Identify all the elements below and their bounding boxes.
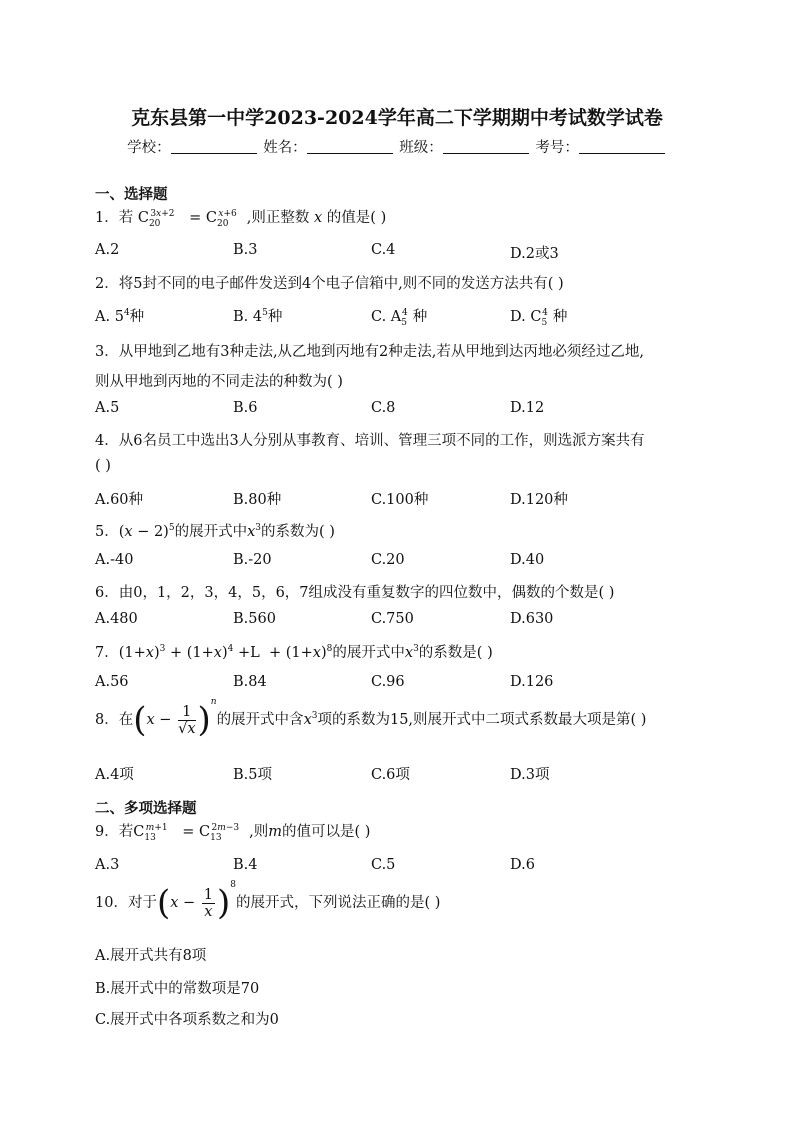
q1-text: ,则正整数 (246, 210, 310, 226)
question-8: 8．在(x − $\frac{1}{√x}$ )$^n$的展开式中含$x^3$项的系数为15,则展开式中二项式系数最大项是第( ) (95, 697, 647, 740)
q4-option-b[interactable]: B.80种 (233, 492, 282, 508)
exam-title: 克东县第一中学2023-2024学年高二下学期期中考试数学试卷 (131, 107, 663, 129)
q9-option-b[interactable]: B.4 (233, 857, 258, 873)
school-blank[interactable] (171, 139, 257, 154)
q3-option-c[interactable]: C.8 (371, 400, 396, 416)
q2-option-d[interactable]: D. $C_5^4$ 种 (510, 308, 568, 328)
name-blank[interactable] (307, 139, 393, 154)
q8-option-b[interactable]: B.5项 (233, 767, 272, 783)
question-4-line-1: 4．从6名员工中选出3人分别从事教育、培训、管理三项不同的工作，则选派方案共有 (95, 433, 645, 449)
question-1 (95, 206, 386, 227)
q2-option-b[interactable]: B. $4^5$种 (233, 308, 283, 325)
q5-formula: $(x - 2)^5$ (118, 523, 175, 540)
q1-number: 1．若 (95, 210, 134, 226)
q9-option-a[interactable]: A.3 (95, 857, 120, 873)
q8-option-c[interactable]: C.6项 (371, 767, 410, 783)
q1-option-b[interactable]: B.3 (233, 242, 258, 258)
question-9: 9．若$C_{13}^{m+1} = C_{13}^{2m-3}$ ,则m的值可以是( ) (95, 823, 371, 843)
q10-option-c[interactable]: C.展开式中各项系数之和为0 (95, 1012, 279, 1028)
q5-option-d[interactable]: D.40 (510, 552, 545, 568)
q9-option-c[interactable]: C.5 (371, 857, 396, 873)
class-label: 班级： (399, 140, 443, 156)
q2-option-c[interactable]: C. $A_5^4$ 种 (371, 308, 428, 328)
q1-text-2: 的值是( ) (326, 210, 387, 226)
q6-option-b[interactable]: B.560 (233, 611, 276, 627)
q1-option-d[interactable]: D.2或3 (510, 246, 559, 262)
q9-formula: $C_{13}^{m+1} = C_{13}^{2m-3}$ (133, 823, 240, 843)
q7-option-b[interactable]: B.84 (233, 674, 267, 690)
q1-formula: $C_{20}^{3x+2} = C_{20}^{x+6}$ (137, 209, 237, 229)
question-4-line-2: ( ) (95, 458, 111, 474)
number-label: 考号： (535, 140, 579, 156)
q7-option-d[interactable]: D.126 (510, 674, 554, 690)
q2-option-a[interactable]: A. $5^4$种 (95, 308, 145, 325)
q7-option-a[interactable]: A.56 (95, 674, 129, 690)
q4-option-d[interactable]: D.120种 (510, 492, 568, 508)
question-2: 2．将5封不同的电子邮件发送到4个电子信箱中,则不同的发送方法共有( ) (95, 276, 564, 292)
q6-option-a[interactable]: A.480 (95, 611, 138, 627)
section-heading-multi-choice: 二、多项选择题 (95, 800, 197, 817)
question-7: 7．$(1+x)^3 + (1+x)^4 +L + (1+x)^8$的展开式中$x^3$的系数是( ) (95, 644, 493, 661)
number-blank[interactable] (579, 139, 665, 154)
q8-option-d[interactable]: D.3项 (510, 767, 550, 783)
q6-option-c[interactable]: C.750 (371, 611, 414, 627)
question-5: 5．$(x - 2)^5$的展开式中$x^3$的系数为( ) (95, 523, 335, 540)
section-heading-choice: 一、选择题 (95, 186, 168, 203)
q9-option-d[interactable]: D.6 (510, 857, 535, 873)
q7-formula: $(1+x)^3 + (1+x)^4 +L + (1+x)^8$ (118, 644, 333, 661)
q10-option-a[interactable]: A.展开式共有8项 (95, 948, 207, 964)
q1-var: x (314, 210, 323, 226)
q10-formula: (x − $\frac{1}{x}$ )$^8$ (156, 880, 237, 923)
q10-option-b[interactable]: B.展开式中的常数项是70 (95, 981, 260, 997)
question-10: 10．对于(x − $\frac{1}{x}$ )$^8$的展开式，下列说法正确的是( ) (95, 880, 441, 923)
q6-option-d[interactable]: D.630 (510, 611, 554, 627)
q4-option-c[interactable]: C.100种 (371, 492, 429, 508)
q8-option-a[interactable]: A.4项 (95, 767, 134, 783)
q1-option-c[interactable]: C.4 (371, 242, 396, 258)
school-label: 学校： (127, 140, 171, 156)
class-blank[interactable] (443, 139, 529, 154)
student-info-line (0, 136, 794, 157)
question-6: 6．由0，1，2，3，4，5，6，7组成没有重复数字的四位数中，偶数的个数是( ) (95, 585, 615, 601)
name-label: 姓名： (263, 140, 307, 156)
q5-option-c[interactable]: C.20 (371, 552, 405, 568)
q7-option-c[interactable]: C.96 (371, 674, 405, 690)
q8-formula: (x − $\frac{1}{√x}$ )$^n$ (133, 697, 217, 740)
question-3-line-2: 则从甲地到丙地的不同走法的种数为( ) (95, 374, 343, 390)
question-3-line-1: 3．从甲地到乙地有3种走法,从乙地到丙地有2种走法,若从甲地到达丙地必须经过乙地, (95, 344, 645, 360)
q4-option-a[interactable]: A.60种 (95, 492, 144, 508)
q5-option-a[interactable]: A.-40 (95, 552, 134, 568)
q1-option-a[interactable]: A.2 (95, 242, 120, 258)
q3-option-b[interactable]: B.6 (233, 400, 258, 416)
q3-option-a[interactable]: A.5 (95, 400, 120, 416)
q5-option-b[interactable]: B.-20 (233, 552, 272, 568)
q3-option-d[interactable]: D.12 (510, 400, 545, 416)
